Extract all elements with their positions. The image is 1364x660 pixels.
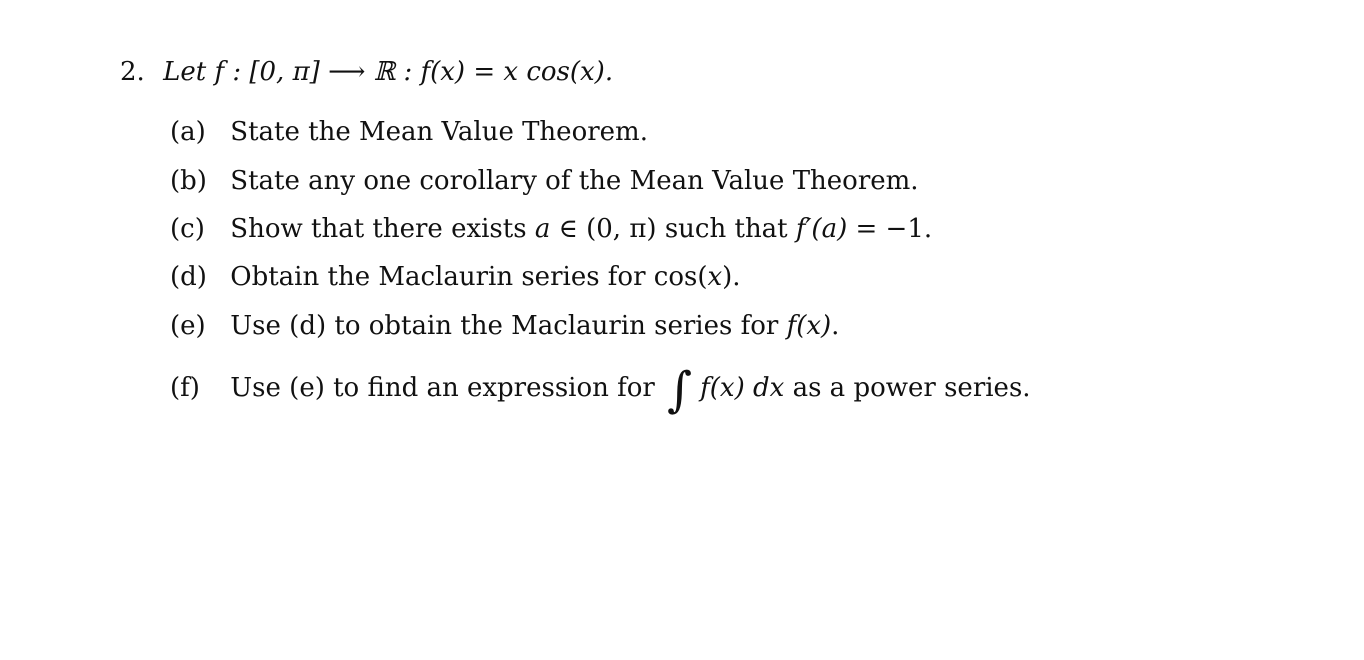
part-text: Use (d) to obtain the Maclaurin series for bbox=[230, 311, 779, 341]
part-b bbox=[170, 165, 919, 197]
part-e bbox=[170, 310, 839, 342]
problem-statement-text: Let f : [0, π] ⟶ ℝ : f(x) = x cos(x). bbox=[163, 57, 614, 87]
math-variable-a: a bbox=[534, 214, 551, 244]
part-label: (e) bbox=[170, 311, 206, 341]
part-a bbox=[170, 116, 648, 148]
math-variable-x: x bbox=[707, 262, 723, 292]
problem-statement bbox=[120, 56, 613, 88]
integral-sign: ∫ bbox=[667, 362, 693, 418]
math-function: f(x) bbox=[786, 311, 832, 341]
part-text-end: ). bbox=[722, 262, 741, 292]
math-integrand: f(x) dx bbox=[700, 373, 785, 403]
part-text-mid: ∈ (0, π) such that bbox=[558, 214, 788, 244]
part-text: Show that there exists bbox=[230, 214, 527, 244]
part-text: Obtain the Maclaurin series for cos( bbox=[230, 262, 708, 292]
part-label: (c) bbox=[170, 214, 205, 244]
part-label: (f) bbox=[170, 373, 200, 403]
part-text: Use (e) to find an expression for bbox=[230, 373, 655, 403]
part-label: (b) bbox=[170, 166, 207, 196]
part-c bbox=[170, 213, 932, 245]
problem-number: 2. bbox=[120, 57, 145, 87]
part-text: State the Mean Value Theorem. bbox=[230, 117, 648, 147]
part-f bbox=[170, 362, 1031, 418]
math-derivative: f′(a) bbox=[795, 214, 848, 244]
part-text-end: . bbox=[831, 311, 840, 341]
part-text: State any one corollary of the Mean Value Theorem. bbox=[230, 166, 919, 196]
part-text-end: = −1. bbox=[855, 214, 933, 244]
part-label: (d) bbox=[170, 262, 207, 292]
part-d bbox=[170, 261, 741, 293]
part-label: (a) bbox=[170, 117, 206, 147]
part-text-end: as a power series. bbox=[792, 373, 1031, 403]
